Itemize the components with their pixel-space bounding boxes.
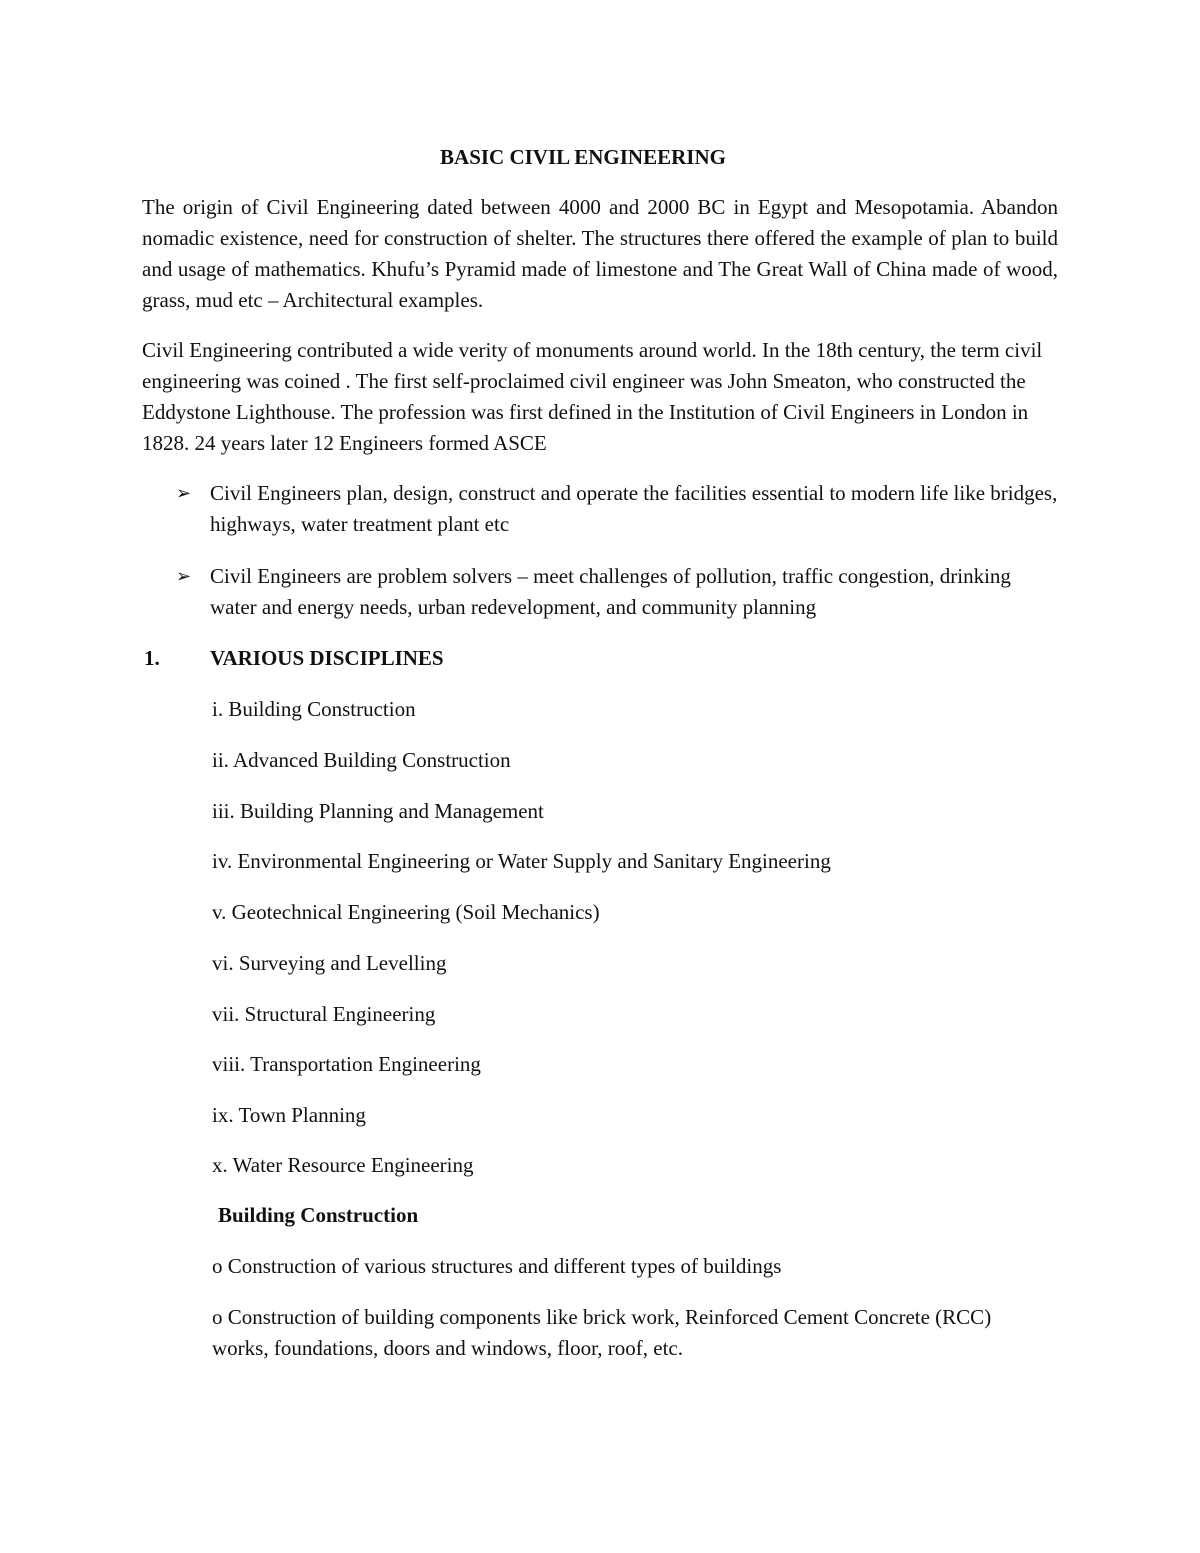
arrow-bullet-icon: ➢ <box>176 483 192 504</box>
section-title: VARIOUS DISCIPLINES <box>210 646 444 670</box>
discipline-item: vi. Surveying and Levelling <box>212 951 447 975</box>
discipline-item: iv. Environmental Engineering or Water Supply and Sanitary Engineering <box>212 849 831 873</box>
discipline-item: ii. Advanced Building Construction <box>212 748 511 772</box>
bullet-text: Civil Engineers are problem solvers – meet challenges of pollution, traffic congestion, drinking water and energy needs, urban redevelopment, and community planning <box>210 564 1011 619</box>
subsection-point: o Construction of building components like brick work, Reinforced Cement Concrete (RCC) works, foundations, doors and windows, floor, roof, etc. <box>212 1305 992 1360</box>
history-paragraph: Civil Engineering contributed a wide verity of monuments around world. In the 18th century, the term civil engineering was coined . The first self-proclaimed civil engineer was John Smeaton, who constructed the Eddystone Lighthouse. The profession was first defined in the Institution of Civil Engineers in London in 1828. 24 years later 12 Engineers formed ASCE <box>142 338 1043 455</box>
subsection-point: o Construction of various structures and different types of buildings <box>212 1254 782 1278</box>
bullet-text: Civil Engineers plan, design, construct and operate the facilities essential to modern life like bridges, highways, water treatment plant etc <box>210 481 1058 536</box>
discipline-item: i. Building Construction <box>212 697 416 721</box>
arrow-bullet-icon: ➢ <box>176 566 192 587</box>
bullet-item <box>178 478 1058 540</box>
subsection-heading: Building Construction <box>218 1203 419 1227</box>
section-number: 1. <box>144 646 160 670</box>
intro-paragraph: The origin of Civil Engineering dated between 4000 and 2000 BC in Egypt and Mesopotamia. Abandon nomadic existence, need for construction of shelter. The structures there offered the example of plan to build and usage of mathematics. Khufu’s Pyramid made of limestone and The Great Wall of China made of wood, grass, mud etc – Architectural examples. <box>142 195 1058 312</box>
section-heading <box>144 643 444 674</box>
discipline-item: x. Water Resource Engineering <box>212 1153 474 1177</box>
discipline-item: vii. Structural Engineering <box>212 1002 436 1026</box>
discipline-item: iii. Building Planning and Management <box>212 799 544 823</box>
discipline-item: ix. Town Planning <box>212 1103 366 1127</box>
document-title: BASIC CIVIL ENGINEERING <box>440 145 726 169</box>
bullet-item <box>178 561 1058 623</box>
discipline-item: viii. Transportation Engineering <box>212 1052 481 1076</box>
discipline-item: v. Geotechnical Engineering (Soil Mechanics) <box>212 900 600 924</box>
